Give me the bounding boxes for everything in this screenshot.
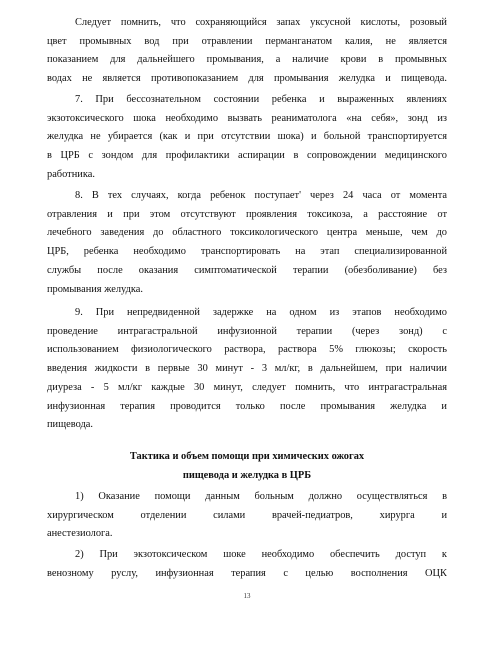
text-line: 2) При экзотоксическом шоке необходимо обеспечить доступ к xyxy=(75,549,447,560)
paragraph-item-8 xyxy=(47,187,447,299)
text-line: венозному руслу, инфузионная терапия с целью восполнения ОЦК xyxy=(47,567,447,579)
list-item-2 xyxy=(47,546,447,583)
section-heading-line-1: Тактика и объем помощи при химических ожогах xyxy=(129,451,365,462)
text-line: введения жидкости в первые 30 минут - 3 мл/кг, в дальнейшем, при наличии xyxy=(47,363,447,375)
text-line: проведение интрагастральной инфузионной терапии (через зонд) с xyxy=(47,325,447,337)
text-line: 8. В тех случаях, когда ребенок поступает' через 24 часа от момента xyxy=(75,190,447,201)
paragraph-item-9 xyxy=(47,304,447,435)
text-line: работника. xyxy=(47,168,95,180)
page-number: 13 xyxy=(243,592,251,600)
text-line: промывания желудка. xyxy=(47,283,143,295)
text-line: 7. При бессознательном состоянии ребенка и выраженных явлениях xyxy=(75,94,447,105)
text-line: хирургическом отделении силами врачей-педиатров, хирурга и xyxy=(47,509,447,521)
text-line: диуреза - 5 мл/кг каждые 30 минут, следует помнить, что интрагастральная xyxy=(47,381,447,393)
text-line: инфузионная терапия проводится только после промывания желудка и xyxy=(47,400,447,412)
text-line: показанием для дальнейшего промывания, а наличие крови в промывных xyxy=(47,54,447,66)
section-heading-line-2: пищевода и желудка в ЦРБ xyxy=(182,470,312,481)
text-line: экзотоксического шока необходимо вызвать реаниматолога «на себя», зонд из xyxy=(47,112,447,124)
paragraph-vinegar-note xyxy=(47,14,447,89)
text-line: использованием физиологического раствора, раствора 5% глюкозы; скорость xyxy=(47,344,447,356)
text-line: цвет промывных вод при отравлении перманганатом калия, не является xyxy=(47,35,447,47)
text-line: Следует помнить, что сохраняющийся запах уксусной кислоты, розовый xyxy=(75,17,447,28)
text-line: службы после оказания симптоматической терапии (обезболивание) без xyxy=(47,264,447,276)
text-line: водах не является противопоказанием для промывания желудка и пищевода. xyxy=(47,73,447,85)
list-item-1 xyxy=(47,488,447,544)
text-line: ЦРБ, ребенка необходимо транспортировать на этап специализированной xyxy=(47,246,447,258)
text-line: 9. При непредвиденной задержке на одном из этапов необходимо xyxy=(75,307,447,318)
text-line: 1) Оказание помощи данным больным должно осуществляться в xyxy=(75,491,447,502)
text-line: желудка не убирается (как и при отсутствии шока) и больной транспортируется xyxy=(47,131,447,143)
text-line: анестезиолога. xyxy=(47,528,113,540)
text-line: пищевода. xyxy=(47,419,93,431)
text-line: отравления и при этом отсутствуют проявления токсикоза, а расстояние от xyxy=(47,208,447,220)
text-line: в ЦРБ с зондом для профилактики аспирации в сопровождении медицинского xyxy=(47,150,447,162)
paragraph-item-7 xyxy=(47,91,447,185)
text-line: лечебного заведения до областного токсикологического центра меньше, чем до xyxy=(47,227,447,239)
